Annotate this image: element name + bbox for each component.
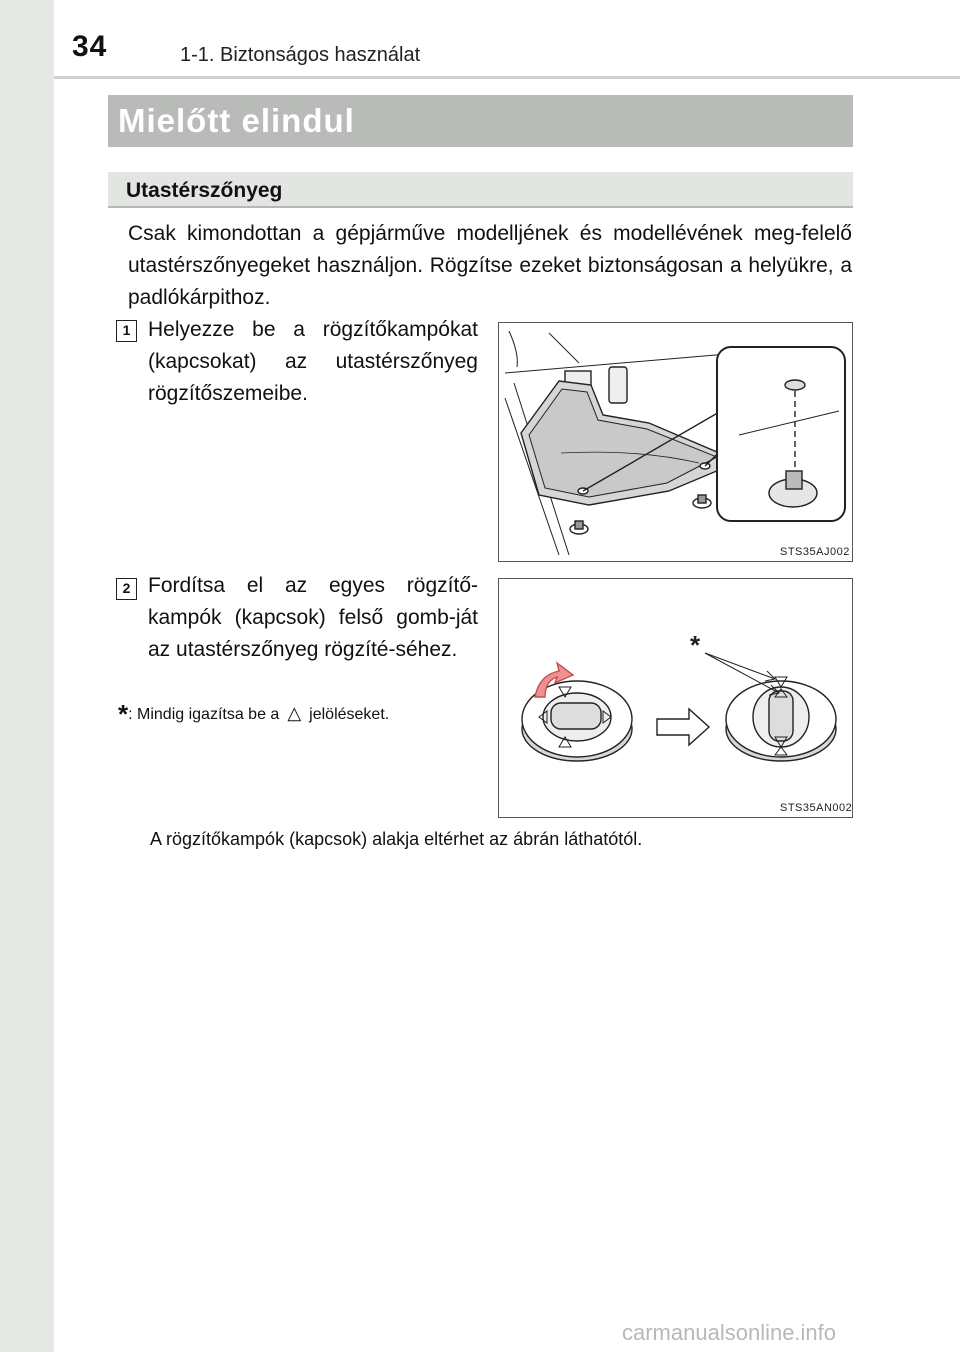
step-2-text: Fordítsa el az egyes rögzítő-kampók (kapcsok) felső gomb-ját az utastérszőnyeg rögzíté-séhez. xyxy=(148,574,478,661)
triangle-mark-icon: △ xyxy=(287,703,302,723)
note-text-after: jelöléseket. xyxy=(309,706,390,723)
alignment-note xyxy=(118,700,488,728)
section-header: 1-1. Biztonságos használat xyxy=(180,44,421,66)
watermark: carmanualsonline.info xyxy=(622,1320,837,1345)
note-text-before: : Mindig igazítsa be a xyxy=(128,706,280,723)
figure-floor-mat xyxy=(498,322,853,562)
header-rule xyxy=(54,76,960,79)
page-number: 34 xyxy=(72,30,108,63)
footer-note: A rögzítőkampók (kapcsok) alakja eltérhet az ábrán láthatótól. xyxy=(150,829,643,849)
figure-2-marker: * xyxy=(690,630,701,660)
hook-turn-illustration xyxy=(499,579,851,816)
figure-hook-turn xyxy=(498,578,853,818)
step-1-text: Helyezze be a rögzítőkampókat (kapcsokat) az utastérszőnyeg rögzítőszemeibe. xyxy=(148,318,478,405)
floor-mat-illustration xyxy=(499,323,851,560)
step-2-badge: 2 xyxy=(116,578,137,600)
figure-1-code: STS35AJ002 xyxy=(780,546,850,558)
intro-paragraph: Csak kimondottan a gépjárműve modelljének és modellévének meg-felelő utastérszőnyegeket használjon. Rögzítse ezeket biztonságosan a helyükre, a padlókárpithoz. xyxy=(128,222,852,309)
note-marker: * xyxy=(118,699,129,729)
subsection-title: Utastérszőnyeg xyxy=(126,179,283,202)
step-1-badge: 1 xyxy=(116,320,137,342)
side-strip xyxy=(0,0,54,1352)
page-title: Mielőtt elindul xyxy=(118,102,355,139)
figure-2-code: STS35AN002 xyxy=(780,802,853,814)
